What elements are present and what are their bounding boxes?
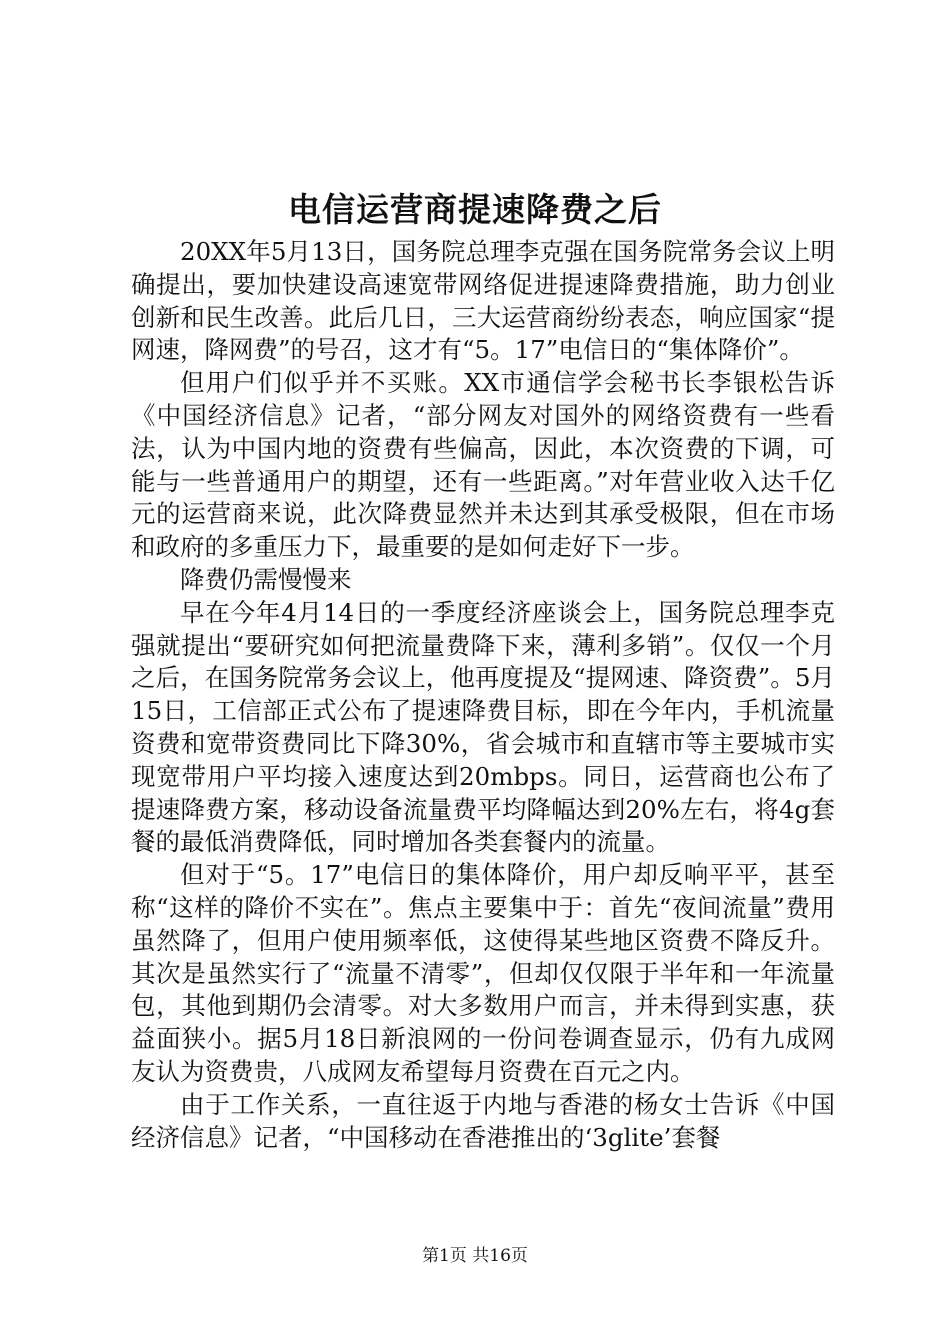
paragraph: 由于工作关系，一直往返于内地与香港的杨女士告诉《中国经济信息》记者，“中国移动在香港推出的‘3glite’套餐 [131,1089,835,1152]
document-body [131,236,835,1154]
paragraph: 早在今年4月14日的一季度经济座谈会上，国务院总理李克强就提出“要研究如何把流量费降下来，薄利多销”。仅仅一个月之后，在国务院常务会议上，他再度提及“提网速、降资费”。5月15日，工信部正式公布了提速降费目标，即在今年内，手机流量资费和宽带资费同比下降30%，省会城市和直辖市等主要城市实现宽带用户平均接入速度达到20mbps。同日，运营商也公布了提速降费方案，移动设备流量费平均降幅达到20%左右，将4g套餐的最低消费降低，同时增加各类套餐内的流量。 [131,597,835,857]
paragraph: 但对于“5。17”电信日的集体降价，用户却反响平平，甚至称“这样的降价不实在”。焦点主要集中于：首先“夜间流量”费用虽然降了，但用户使用频率低，这使得某些地区资费不降反升。其次是虽然实行了“流量不清零”，但却仅仅限于半年和一年流量包，其他到期仍会清零。对大多数用户而言，并未得到实惠，获益面狭小。据5月18日新浪网的一份问卷调查显示，仍有九成网友认为资费贵，八成网友希望每月资费在百元之内。 [131,860,835,1086]
section-heading: 降费仍需慢慢来 [180,564,352,594]
paragraph: 20XX年5月13日，国务院总理李克强在国务院常务会议上明确提出，要加快建设高速宽带网络促进提速降费措施，助力创业创新和民生改善。此后几日，三大运营商纷纷表态，响应国家“提网速，降网费”的号召，这才有“5。17”电信日的“集体降价”。 [131,237,835,365]
document-title: 电信运营商提速降费之后 [288,190,662,229]
paragraph: 但用户们似乎并不买账。XX市通信学会秘书长李银松告诉《中国经济信息》记者，“部分网友对国外的网络资费有一些看法，认为中国内地的资费有些偏高，因此，本次资费的下调，可能与一些普通用户的期望，还有一些距离。”对年营业收入达千亿元的运营商来说，此次降费显然并未达到其承受极限，但在市场和政府的多重压力下，最重要的是如何走好下一步。 [131,368,835,562]
page-footer: 第1页 共16页 [422,1246,528,1266]
